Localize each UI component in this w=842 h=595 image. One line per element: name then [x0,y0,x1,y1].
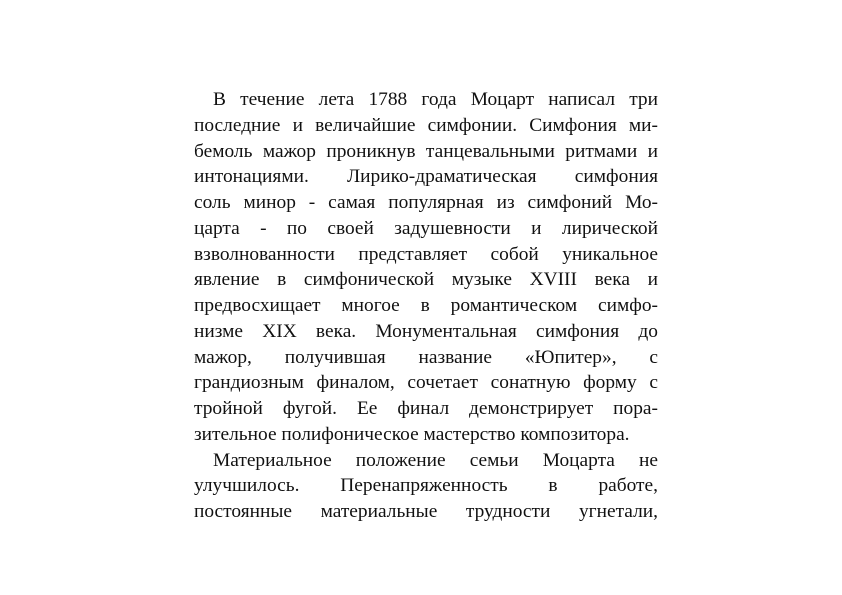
text-line: интонациями. Лирико-драматическая симфония [194,166,658,188]
text-line: зительное полифоническое мастерство композитора. [194,423,630,445]
text-line: низме XIX века. Монументальная симфония до [194,320,658,342]
text-line: взволнованности представляет собой уникальное [194,243,658,265]
text-line: мажор, получившая название «Юпитер», с [194,346,658,368]
text-line: В течение лета 1788 года Моцарт написал три [213,89,658,110]
text-line: грандиозным финалом, сочетает сонатную форму с [194,372,658,394]
text-line: Материальное положение семьи Моцарта не [213,449,658,471]
body-text [194,87,658,525]
text-line: бемоль мажор проникнув танцевальными ритмами и [194,140,658,162]
text-line: соль минор - самая популярная из симфоний Мо- [194,192,658,213]
text-line: явление в симфонической музыке XVIII века и [194,269,658,291]
text-line: улучшилось. Перенапряженность в работе, [194,475,658,497]
paragraph-2 [194,448,658,525]
text-line: предвосхищает многое в романтическом симфо- [194,295,658,316]
text-line: тройной фугой. Ее финал демонстрирует пора- [194,398,658,419]
paragraph-1 [194,87,658,448]
text-line: царта - по своей задушевности и лирической [194,217,658,239]
text-line: постоянные материальные трудности угнетали, [194,501,658,522]
text-line: последние и величайшие симфонии. Симфония ми- [194,114,658,136]
